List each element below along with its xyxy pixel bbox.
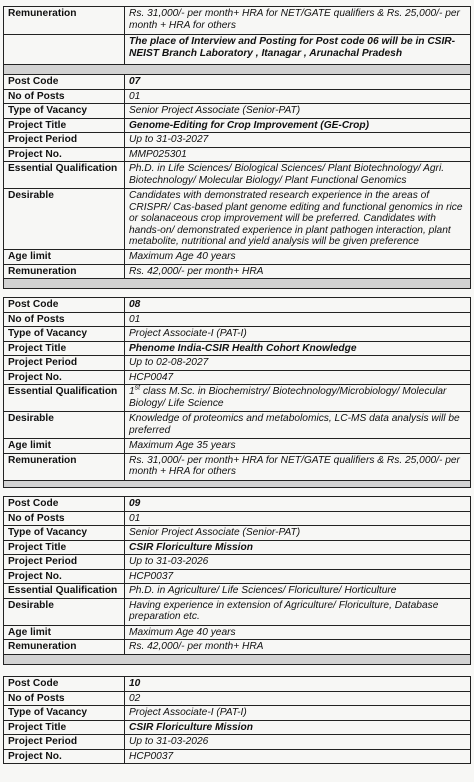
table-row — [4, 264, 471, 279]
table-row — [4, 598, 471, 625]
essential-value — [125, 385, 471, 412]
essential-label: Essential Qualification — [4, 385, 125, 412]
type-value: Project Associate-I (PAT-I) — [125, 327, 471, 342]
table-row — [4, 735, 471, 750]
period-value: Up to 02-08-2027 — [125, 356, 471, 371]
desirable-label: Desirable — [4, 598, 125, 625]
post-code-label: Post Code — [4, 75, 125, 90]
post-08-table — [3, 297, 471, 488]
type-label: Type of Vacancy — [4, 706, 125, 721]
essential-label: Essential Qualification — [4, 584, 125, 599]
table-row — [4, 640, 471, 655]
table-row — [4, 7, 471, 35]
age-label: Age limit — [4, 625, 125, 640]
section-gap — [4, 654, 471, 664]
age-value: Maximum Age 35 years — [125, 439, 471, 454]
table-row — [4, 511, 471, 526]
table-row — [4, 526, 471, 541]
table-row — [4, 250, 471, 265]
post-code-value: 08 — [125, 298, 471, 313]
section-gap — [4, 65, 471, 75]
desirable-value: Knowledge of proteomics and metabolomics, LC-MS data analysis will be preferred — [125, 412, 471, 439]
table-row — [4, 189, 471, 250]
table-row — [4, 327, 471, 342]
table-row — [4, 625, 471, 640]
type-value: Senior Project Associate (Senior-PAT) — [125, 104, 471, 119]
no-posts-label: No of Posts — [4, 691, 125, 706]
title-label: Project Title — [4, 720, 125, 735]
no-posts-label: No of Posts — [4, 312, 125, 327]
age-value: Maximum Age 40 years — [125, 625, 471, 640]
table-row — [4, 412, 471, 439]
table-row — [4, 584, 471, 599]
project-no-value: HCP0037 — [125, 749, 471, 764]
no-posts-value: 01 — [125, 89, 471, 104]
project-no-label: Project No. — [4, 749, 125, 764]
row-label-empty — [4, 35, 125, 65]
table-row — [4, 104, 471, 119]
table-row — [4, 356, 471, 371]
table-row — [4, 133, 471, 148]
row-value: Rs. 31,000/- per month+ HRA for NET/GATE qualifiers & Rs. 25,000/- per month + HRA for others — [125, 7, 471, 35]
post-09-table — [3, 496, 471, 665]
period-value: Up to 31-03-2026 — [125, 735, 471, 750]
no-posts-label: No of Posts — [4, 89, 125, 104]
remuneration-label: Remuneration — [4, 453, 125, 480]
period-value: Up to 31-03-2027 — [125, 133, 471, 148]
period-label: Project Period — [4, 133, 125, 148]
no-posts-value: 02 — [125, 691, 471, 706]
table-row — [4, 540, 471, 555]
title-label: Project Title — [4, 341, 125, 356]
table-row — [4, 691, 471, 706]
table-row — [4, 385, 471, 412]
title-value: CSIR Floriculture Mission — [125, 720, 471, 735]
table-row — [4, 497, 471, 512]
essential-superscript: st — [134, 384, 141, 392]
post-code-label: Post Code — [4, 497, 125, 512]
type-label: Type of Vacancy — [4, 104, 125, 119]
project-no-value: MMP025301 — [125, 147, 471, 162]
remuneration-value: Rs. 31,000/- per month+ HRA for NET/GATE qualifiers & Rs. 25,000/- per month + HRA for others — [125, 453, 471, 480]
essential-value: Ph.D. in Agriculture/ Life Sciences/ Floriculture/ Horticulture — [125, 584, 471, 599]
post-10-table — [3, 676, 471, 764]
project-no-value: HCP0037 — [125, 569, 471, 584]
remuneration-value: Rs. 42,000/- per month+ HRA — [125, 640, 471, 655]
project-no-label: Project No. — [4, 370, 125, 385]
essential-text: class M.Sc. in Biochemistry/ Biotechnology/Microbiology/ Molecular Biology/ Life Science — [129, 386, 447, 409]
project-no-label: Project No. — [4, 569, 125, 584]
section-gap — [4, 480, 471, 487]
table-row — [4, 162, 471, 189]
section-gap — [4, 279, 471, 289]
table-row — [4, 569, 471, 584]
table-row — [4, 75, 471, 90]
type-label: Type of Vacancy — [4, 327, 125, 342]
table-row — [4, 439, 471, 454]
title-label: Project Title — [4, 540, 125, 555]
type-value: Project Associate-I (PAT-I) — [125, 706, 471, 721]
age-value: Maximum Age 40 years — [125, 250, 471, 265]
project-no-value: HCP0047 — [125, 370, 471, 385]
table-row — [4, 312, 471, 327]
post-code-value: 10 — [125, 677, 471, 692]
post-code-label: Post Code — [4, 677, 125, 692]
type-label: Type of Vacancy — [4, 526, 125, 541]
post-07-table — [3, 74, 471, 289]
title-label: Project Title — [4, 118, 125, 133]
table-row — [4, 89, 471, 104]
no-posts-label: No of Posts — [4, 511, 125, 526]
period-label: Project Period — [4, 356, 125, 371]
post-06-tail-table — [3, 6, 471, 75]
no-posts-value: 01 — [125, 511, 471, 526]
age-label: Age limit — [4, 439, 125, 454]
project-no-label: Project No. — [4, 147, 125, 162]
post-code-label: Post Code — [4, 298, 125, 313]
title-value: Phenome India-CSIR Health Cohort Knowledge — [125, 341, 471, 356]
essential-value: Ph.D. in Life Sciences/ Biological Sciences/ Plant Biotechnology/ Agri. Biotechnology/ Molecular Biology/ Plant Functional Genomics — [125, 162, 471, 189]
table-row — [4, 118, 471, 133]
table-row — [4, 453, 471, 480]
remuneration-label: Remuneration — [4, 264, 125, 279]
table-row — [4, 298, 471, 313]
period-label: Project Period — [4, 555, 125, 570]
essential-prefix: 1 — [129, 386, 135, 397]
remuneration-label: Remuneration — [4, 640, 125, 655]
type-value: Senior Project Associate (Senior-PAT) — [125, 526, 471, 541]
table-row — [4, 749, 471, 764]
table-row — [4, 341, 471, 356]
desirable-label: Desirable — [4, 412, 125, 439]
post-code-value: 07 — [125, 75, 471, 90]
place-note: The place of Interview and Posting for Post code 06 will be in CSIR-NEIST Branch Laboratory , Itanagar , Arunachal Pradesh — [125, 35, 471, 65]
row-label: Remuneration — [4, 7, 125, 35]
period-label: Project Period — [4, 735, 125, 750]
no-posts-value: 01 — [125, 312, 471, 327]
table-row — [4, 147, 471, 162]
title-value: Genome-Editing for Crop Improvement (GE-Crop) — [125, 118, 471, 133]
table-row — [4, 555, 471, 570]
desirable-label: Desirable — [4, 189, 125, 250]
table-row — [4, 35, 471, 65]
age-label: Age limit — [4, 250, 125, 265]
table-row — [4, 720, 471, 735]
desirable-value: Having experience in extension of Agriculture/ Floriculture, Database preparation etc. — [125, 598, 471, 625]
period-value: Up to 31-03-2026 — [125, 555, 471, 570]
table-row — [4, 677, 471, 692]
title-value: CSIR Floriculture Mission — [125, 540, 471, 555]
desirable-value: Candidates with demonstrated research experience in the areas of CRISPR/ Cas-based plant genome editing and functional genomics in rice or solanaceous crop improvement will be preferred. Candidates with hands-on/ demonstrated experience in plant pathogen interaction, plant metabolite, nutritional and yield analysis will be given preference — [125, 189, 471, 250]
post-code-value: 09 — [125, 497, 471, 512]
table-row — [4, 706, 471, 721]
table-row — [4, 370, 471, 385]
essential-label: Essential Qualification — [4, 162, 125, 189]
remuneration-value: Rs. 42,000/- per month+ HRA — [125, 264, 471, 279]
